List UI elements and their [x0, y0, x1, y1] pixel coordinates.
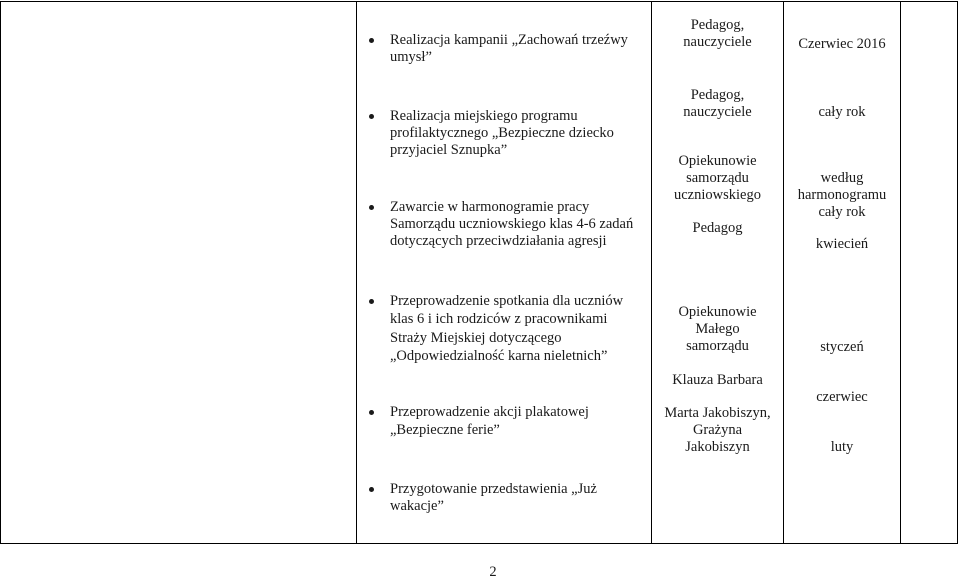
task-line: „Bezpieczne ferie”	[390, 422, 500, 439]
deadline-line: luty	[830, 439, 854, 455]
task-line: Zawarcie w harmonogramie pracy	[390, 199, 590, 215]
responsible-line: Małego	[695, 321, 740, 337]
deadline-cell	[784, 236, 900, 253]
table-border-bottom	[0, 543, 958, 544]
responsible-line: Opiekunowie	[678, 153, 757, 169]
bullet-icon	[369, 487, 374, 492]
table-border-top	[0, 1, 958, 2]
task-line: umysł”	[390, 49, 432, 65]
task-line: Przeprowadzenie akcji plakatowej	[390, 404, 589, 420]
bullet-icon	[369, 410, 374, 415]
responsible-cell	[652, 17, 783, 51]
deadline-cell	[784, 36, 900, 53]
responsible-cell	[652, 220, 783, 237]
deadline-cell	[784, 104, 900, 121]
responsible-cell	[652, 372, 783, 389]
responsible-line: nauczyciele	[683, 34, 752, 50]
responsible-line: Marta Jakobiszyn,	[664, 405, 771, 421]
table-border-right	[957, 1, 958, 544]
task-item	[390, 292, 648, 366]
task-item	[390, 403, 648, 440]
task-line: Przeprowadzenie spotkania dla uczniów	[390, 293, 624, 309]
task-line: Samorządu uczniowskiego klas 4-6 zadań	[390, 216, 634, 232]
deadline-line: czerwiec	[816, 389, 868, 405]
deadline-cell	[784, 339, 900, 356]
task-line: „Odpowiedzialność karna nieletnich”	[390, 348, 608, 365]
task-item	[390, 108, 648, 159]
deadline-line: kwiecień	[815, 236, 869, 252]
page-number: 2	[489, 564, 497, 578]
task-line: Realizacja miejskiego programu	[390, 108, 578, 124]
responsible-line: Pedagog,	[690, 87, 745, 103]
deadline-line: cały rok	[818, 204, 866, 220]
task-line: profilaktycznego „Bezpieczne dziecko	[390, 125, 614, 141]
task-line: Realizacja kampanii „Zachowań trzeźwy	[390, 32, 628, 48]
table-border-left	[0, 1, 1, 544]
responsible-cell	[652, 405, 783, 456]
responsible-line: Pedagog,	[690, 17, 745, 33]
task-line: Przygotowanie przedstawienia „Już	[390, 481, 597, 497]
responsible-line: Jakobiszyn	[685, 439, 750, 455]
deadline-line: styczeń	[820, 339, 864, 355]
deadline-line: cały rok	[818, 104, 866, 120]
column-divider-dates	[783, 1, 784, 544]
column-divider-tasks	[356, 1, 357, 544]
deadline-cell	[784, 389, 900, 406]
responsible-line: samorządu	[686, 338, 749, 354]
responsible-line: Grażyna	[692, 422, 743, 438]
bullet-icon	[369, 114, 374, 119]
responsible-line: uczniowskiego	[674, 187, 761, 203]
responsible-line: Pedagog	[692, 220, 743, 236]
responsible-cell	[652, 304, 783, 355]
bullet-icon	[369, 38, 374, 43]
task-item	[390, 481, 648, 515]
responsible-line: Opiekunowie	[678, 304, 757, 320]
deadline-line: według	[820, 170, 864, 186]
task-line: dotyczących przeciwdziałania agresji	[390, 233, 607, 249]
deadline-line: Czerwiec 2016	[798, 36, 886, 52]
task-line: przyjaciel Sznupka”	[390, 142, 508, 158]
column-divider-responsible	[651, 1, 652, 544]
deadline-line: harmonogramu	[797, 187, 887, 203]
responsible-cell	[652, 87, 783, 121]
responsible-line: Klauza Barbara	[672, 372, 763, 388]
task-item	[390, 32, 648, 66]
bullet-icon	[369, 205, 374, 210]
responsible-line: samorządu	[686, 170, 749, 186]
task-line: klas 6 i ich rodziców z pracownikami	[390, 311, 608, 328]
deadline-cell	[784, 170, 900, 221]
column-divider-notes	[900, 1, 901, 544]
deadline-cell	[784, 439, 900, 456]
bullet-icon	[369, 299, 374, 304]
task-line: wakacje”	[390, 498, 444, 514]
task-line: Straży Miejskiej dotyczącego	[390, 329, 562, 346]
responsible-line: nauczyciele	[683, 104, 752, 120]
responsible-cell	[652, 153, 783, 204]
task-item	[390, 199, 648, 250]
